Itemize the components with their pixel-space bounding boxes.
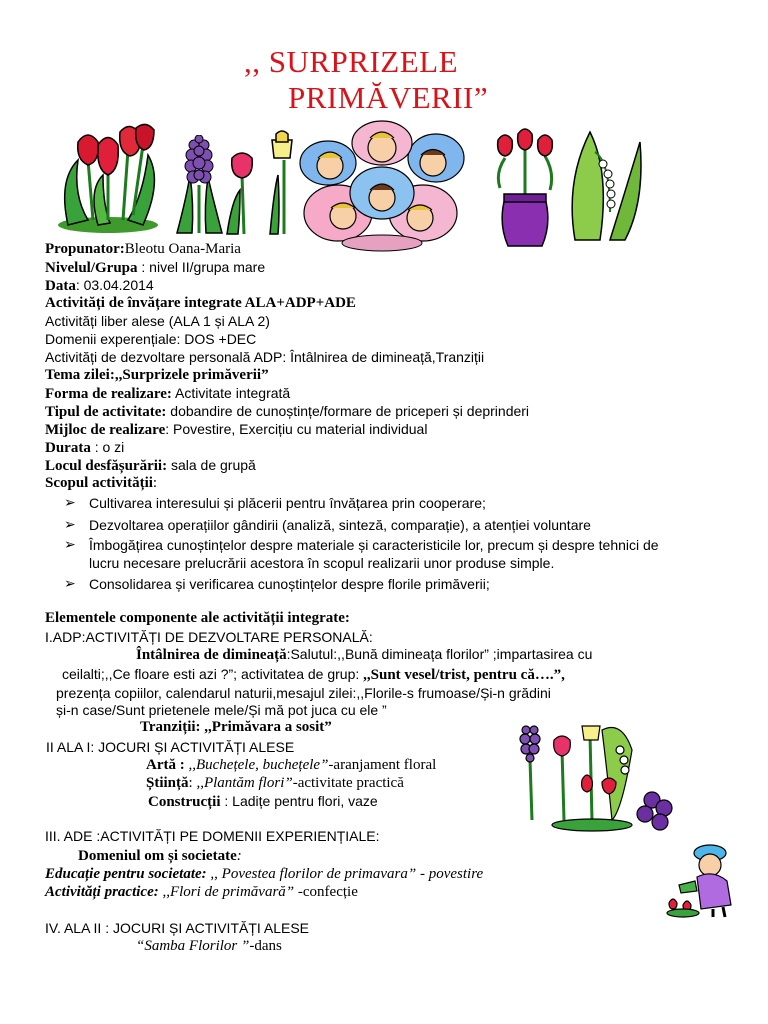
personal-development: Activități de dezvoltare personală ADP: Întâlnirea de dimineață,Tranziții xyxy=(45,349,485,365)
goal-item-continued: lucru necesare prelucrării acestora în scopul realizarii unor produse simple. xyxy=(89,555,555,571)
domain-colon: : xyxy=(236,848,242,864)
child-watering-illustration xyxy=(665,843,745,918)
section-3-heading: III. ADE :ACTIVITĂȚI PE DOMENII EXPERIENȚIALE: xyxy=(45,828,380,844)
pink-tulip-illustration xyxy=(222,150,262,235)
form-value: Activitate integrată xyxy=(171,385,291,401)
page-title-line2: PRIMĂVERII” xyxy=(288,80,489,115)
morning-meeting-value: :Salutul:,,Bună dimineața florilor” ;impartasirea cu xyxy=(286,646,593,662)
experiential-domains: Domenii experențiale: DOS +DEC xyxy=(45,331,257,347)
components-heading: Elementele componente ale activității integrate: xyxy=(45,610,350,626)
domain-line xyxy=(78,847,242,865)
integrated-activities: Activități de învățare integrate ALA+ADP+ADE xyxy=(45,295,356,311)
proponent-value: Bleotu Oana-Maria xyxy=(124,241,241,257)
transitions-value: ,,Primăvara a sosit” xyxy=(204,719,332,735)
goal-item: Îmbogățirea cunoștințelor despre materiale și caracteristicile lor, precum și despre tehnici de xyxy=(89,537,659,553)
bullet-icon: ➢ xyxy=(64,516,76,532)
daffodil-illustration xyxy=(262,130,302,235)
theme-line xyxy=(45,366,269,384)
spring-flowers-illustration xyxy=(512,720,677,838)
bullet-icon: ➢ xyxy=(64,494,76,510)
dance-rest: -dans xyxy=(249,938,282,954)
construction-label: Construcții xyxy=(148,794,221,810)
location-value: sala de grupă xyxy=(167,457,256,473)
transitions-label: Tranziții: xyxy=(140,719,205,735)
art-label: Artă : xyxy=(146,757,189,773)
science-value: ,,Plantăm flori” xyxy=(196,775,293,791)
practical-label: Activități practice: xyxy=(45,884,159,900)
bullet-icon: ➢ xyxy=(64,575,76,591)
form-label: Forma de realizare: xyxy=(45,386,172,402)
education-label: Educație pentru societate: xyxy=(45,866,207,882)
dance-value: “Samba Florilor ” xyxy=(136,938,250,954)
proponent-line xyxy=(45,240,241,258)
means-label: Mijloc de realizare xyxy=(45,422,166,438)
section-1-heading: I.ADP:ACTIVITĂȚI DE DEZVOLTARE PERSONALĂ: xyxy=(45,629,373,645)
group-activity-line xyxy=(62,665,565,684)
form-line xyxy=(45,384,290,403)
duration-line xyxy=(45,438,124,457)
type-value: dobandire de cunoștințe/formare de priceperi și deprinderi xyxy=(166,403,530,419)
education-value: ,, Povestea florilor de primavara” - povestire xyxy=(206,866,484,882)
hyacinth-illustration xyxy=(172,135,227,235)
flower-pot-illustration xyxy=(490,128,560,248)
art-rest: -aranjament floral xyxy=(328,757,437,773)
group-activity-text: ceilalti;,,Ce floare esti azi ?”; activitatea de grup: xyxy=(62,666,364,682)
date-label: Data xyxy=(45,278,76,294)
means-value: : Povestire, Exercițiu cu material individual xyxy=(165,421,428,437)
duration-value: : o zi xyxy=(90,439,125,455)
theme-label: Tema zilei xyxy=(45,367,110,383)
practical-line xyxy=(45,883,358,901)
date-value: : 03.04.2014 xyxy=(75,277,154,293)
scope-label: Scopul activității xyxy=(45,475,153,491)
type-label: Tipul de activitate: xyxy=(45,404,167,420)
dance-line xyxy=(136,937,282,955)
goal-item: Dezvoltarea operațiilor gândirii (analiză, sinteză, comparație), a atenției voluntare xyxy=(89,517,591,533)
transitions-line xyxy=(140,718,332,736)
science-line xyxy=(146,774,404,792)
free-activities: Activități liber alese (ALA 1 și ALA 2) xyxy=(45,313,270,329)
construction-line xyxy=(148,792,378,811)
morning-meeting-line xyxy=(136,645,592,664)
duration-label: Durata xyxy=(45,440,91,456)
section-4-heading: IV. ALA II : JOCURI ȘI ACTIVITĂȚI ALESE xyxy=(45,920,310,936)
lily-of-valley-illustration xyxy=(565,122,645,242)
type-line xyxy=(45,402,529,421)
page-title-line1: ,, SURPRIZELE xyxy=(244,44,459,79)
education-line xyxy=(45,865,483,883)
group-activity-title: ,,Sunt vesel/trist, pentru că….”, xyxy=(363,667,565,683)
level-label: Nivelul/Grupa xyxy=(45,260,138,276)
presence-line: prezența copiilor, calendarul naturii,mesajul zilei:,,Florile-s frumoase/Și-n grădini xyxy=(56,685,551,701)
section-2-heading: II ALA I: JOCURI ȘI ACTIVITĂȚI ALESE xyxy=(46,739,295,755)
message-line: și-n case/Sunt prietenele mele/Și mă pot juca cu ele ” xyxy=(56,702,387,718)
practical-value: ,,Flori de primăvară” xyxy=(158,884,295,900)
art-value: ,,Buchețele, buchețele” xyxy=(188,757,329,773)
science-colon: : xyxy=(188,775,197,791)
proponent-label: Propunator: xyxy=(45,241,125,257)
level-value: : nivel II/grupa mare xyxy=(137,259,266,275)
means-line xyxy=(45,420,427,439)
goal-item: Cultivarea interesului și plăcerii pentru învățarea prin cooperare; xyxy=(89,495,486,511)
art-line xyxy=(146,756,436,774)
level-line xyxy=(45,258,265,277)
theme-value: :,,Surprizele primăverii” xyxy=(109,367,269,383)
date-line xyxy=(45,276,154,295)
children-flowers-illustration xyxy=(298,118,466,253)
scope-line xyxy=(45,474,157,492)
science-rest: -activitate practică xyxy=(292,775,404,791)
goal-item: Consolidarea și verificarea cunoștințelor despre florile primăverii; xyxy=(89,576,490,592)
tulips-illustration xyxy=(48,120,168,235)
scope-colon: : xyxy=(152,475,158,491)
construction-value: : Ladițe pentru flori, vaze xyxy=(220,793,378,809)
practical-rest: -confecție xyxy=(294,884,358,900)
bullet-icon: ➢ xyxy=(64,536,76,552)
location-label: Locul desfășurării: xyxy=(45,458,168,474)
morning-meeting-label: Întâlnirea de dimineață xyxy=(136,647,287,663)
location-line xyxy=(45,456,256,475)
science-label: Știință xyxy=(146,775,189,791)
domain-label: Domeniul om și societate xyxy=(78,848,237,864)
